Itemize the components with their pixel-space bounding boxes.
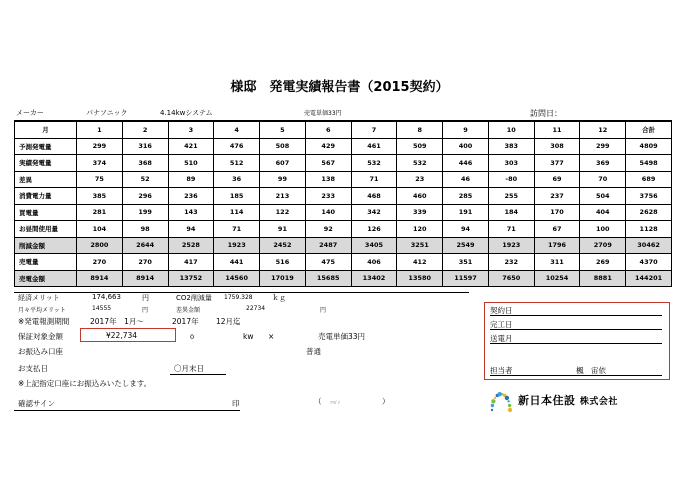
table-cell: 71 (214, 221, 260, 238)
guarantee-times: × (268, 332, 275, 341)
table-cell: 99 (260, 171, 306, 188)
logo-dot (505, 396, 509, 400)
table-cell: 67 (534, 221, 580, 238)
table-row (15, 254, 672, 271)
table-header-cell: 11 (534, 122, 580, 139)
table-cell: 2549 (443, 237, 489, 254)
logo-dot (491, 399, 495, 403)
row-label: 予測発電量 (15, 138, 77, 155)
company-name (518, 392, 618, 408)
co2-value: 1759.328 (224, 294, 253, 301)
table-cell: 13402 (351, 270, 397, 287)
monthly-merit-yen: 円 (142, 307, 149, 314)
table-cell: 369 (580, 155, 626, 172)
sign-paren-close: ） (382, 397, 390, 406)
transfer-note: ※上記指定口座にお振込みいたします。 (18, 379, 152, 388)
table-row (15, 171, 672, 188)
visit-date-label: 訪問日： (530, 109, 562, 118)
table-cell: 607 (260, 155, 306, 172)
table-cell: 339 (397, 204, 443, 221)
table-header-cell: 6 (305, 122, 351, 139)
table-cell: 296 (122, 188, 168, 205)
table-row (15, 155, 672, 172)
table-cell: 567 (305, 155, 351, 172)
logo-dot (508, 404, 511, 407)
account-type: 普通 (306, 347, 321, 356)
table-cell: 512 (214, 155, 260, 172)
table-cell: 11597 (443, 270, 489, 287)
table-cell: 385 (77, 188, 123, 205)
table-cell: 46 (443, 171, 489, 188)
table-cell: 92 (305, 221, 351, 238)
table-cell: 94 (168, 221, 214, 238)
table-cell: 2452 (260, 237, 306, 254)
table-row (15, 204, 672, 221)
logo-dot (491, 404, 494, 407)
row-label: 売電量 (15, 254, 77, 271)
table-cell: 236 (168, 188, 214, 205)
guarantee-kw: kw (243, 332, 254, 341)
table-cell: 1923 (214, 237, 260, 254)
table-cell: 14560 (214, 270, 260, 287)
payday-value: 〇月末日 (174, 364, 204, 373)
table-cell: 89 (168, 171, 214, 188)
company-suffix: 株式会社 (579, 397, 618, 407)
monthly-merit-label: 月々平均メリット (18, 307, 66, 314)
table-cell: 351 (443, 254, 489, 271)
table-cell: 3405 (351, 237, 397, 254)
payday-label: お支払日 (18, 364, 48, 373)
table-header-cell: 月 (15, 122, 77, 139)
table-cell: 114 (214, 204, 260, 221)
table-cell: 120 (397, 221, 443, 238)
table-cell: 233 (305, 188, 351, 205)
table-cell: 377 (534, 155, 580, 172)
table-cell: 70 (580, 171, 626, 188)
table-row (15, 221, 672, 238)
table-row (15, 138, 672, 155)
completion-date-line (490, 329, 662, 330)
table-header-cell: 5 (260, 122, 306, 139)
table-cell: 2800 (77, 237, 123, 254)
table-cell: 285 (443, 188, 489, 205)
contract-date-label: 契約日 (490, 306, 513, 315)
logo-dot (507, 400, 509, 402)
table-cell: 281 (77, 204, 123, 221)
table-cell: 184 (488, 204, 534, 221)
table-cell: 476 (214, 138, 260, 155)
payday-underline (170, 374, 226, 375)
table-cell: 468 (351, 188, 397, 205)
table-cell: 10254 (534, 270, 580, 287)
table-cell: 1128 (626, 221, 672, 238)
sign-furigana: ﾌﾘｶﾞﾅ (330, 400, 340, 405)
staff-name: 楓 宙依 (576, 366, 606, 375)
table-cell: 237 (534, 188, 580, 205)
table-cell: 5498 (626, 155, 672, 172)
table-cell: 504 (580, 188, 626, 205)
table-cell: -80 (488, 171, 534, 188)
table-cell: 170 (534, 204, 580, 221)
row-label: 差異 (15, 171, 77, 188)
table-cell: 71 (351, 171, 397, 188)
table-cell: 461 (351, 138, 397, 155)
table-cell: 199 (122, 204, 168, 221)
table-cell: 532 (397, 155, 443, 172)
table-cell: 94 (443, 221, 489, 238)
row-label: お昼間使用量 (15, 221, 77, 238)
table-cell: 510 (168, 155, 214, 172)
diff-yen: 円 (320, 307, 327, 314)
table-cell: 98 (122, 221, 168, 238)
table-cell: 36 (214, 171, 260, 188)
sell-price: 売電単価33円 (304, 110, 342, 117)
table-cell: 2709 (580, 237, 626, 254)
table-header-cell: 9 (443, 122, 489, 139)
diff-value: 22734 (246, 305, 266, 312)
table-cell: 100 (580, 221, 626, 238)
table-cell: 368 (122, 155, 168, 172)
table-cell: 144201 (626, 270, 672, 287)
table-header-cell: 7 (351, 122, 397, 139)
table-cell: 2628 (626, 204, 672, 221)
table-cell: 316 (122, 138, 168, 155)
table-cell: 308 (534, 138, 580, 155)
row-label: 実績発電量 (15, 155, 77, 172)
table-cell: 232 (488, 254, 534, 271)
merit-yen: 円 (142, 294, 149, 302)
guarantee-amount: ¥22,734 (106, 331, 138, 340)
guarantee-label: 保証対象金額 (18, 332, 63, 341)
table-cell: 299 (77, 138, 123, 155)
table-cell: 52 (122, 171, 168, 188)
account-label: お振込み口座 (18, 347, 63, 356)
table-cell: 91 (260, 221, 306, 238)
contract-date-line (490, 315, 662, 316)
period-label: ※発電報測期間 (18, 317, 70, 326)
maker-label: メーカー (16, 109, 44, 117)
table-cell: 446 (443, 155, 489, 172)
table-cell: 8914 (77, 270, 123, 287)
table-cell: 406 (351, 254, 397, 271)
table-cell: 4370 (626, 254, 672, 271)
merit-value: 174,663 (92, 293, 121, 301)
table-cell: 255 (488, 188, 534, 205)
table-cell: 104 (77, 221, 123, 238)
table-cell: 429 (305, 138, 351, 155)
row-label: 削減金額 (15, 237, 77, 254)
table-cell: 400 (443, 138, 489, 155)
table-header-cell: 4 (214, 122, 260, 139)
report-title: 様邸 発電実績報告書（2015契約） (230, 80, 449, 95)
table-cell: 3251 (397, 237, 443, 254)
table-cell: 2487 (305, 237, 351, 254)
table-cell: 516 (260, 254, 306, 271)
header-bar (14, 106, 672, 121)
results-table (14, 121, 672, 287)
period-to-month: 12月迄 (216, 317, 241, 326)
table-cell: 140 (305, 204, 351, 221)
table-cell: 475 (305, 254, 351, 271)
monthly-merit-value: 14555 (92, 305, 112, 312)
company-name-main: 新日本住設 (518, 394, 576, 407)
table-header-cell: 8 (397, 122, 443, 139)
logo-dot (494, 397, 496, 399)
table-header-cell: 12 (580, 122, 626, 139)
table-cell: 23 (397, 171, 443, 188)
maker-name: パナソニック (86, 109, 128, 117)
table-cell: 30462 (626, 237, 672, 254)
co2-label: CO2削減量 (176, 294, 212, 302)
row-label: 消費電力量 (15, 188, 77, 205)
seal-mark: 印 (232, 399, 240, 408)
table-cell: 122 (260, 204, 306, 221)
table-header-cell: 10 (488, 122, 534, 139)
table-cell: 383 (488, 138, 534, 155)
table-cell: 417 (168, 254, 214, 271)
co2-unit: ｋｇ (272, 294, 286, 302)
table-cell: 2528 (168, 237, 214, 254)
table-cell: 143 (168, 204, 214, 221)
staff-label: 担当者 (490, 366, 513, 375)
table-cell: 8914 (122, 270, 168, 287)
table-cell: 269 (580, 254, 626, 271)
table-cell: 191 (443, 204, 489, 221)
table-cell: 15685 (305, 270, 351, 287)
table-row (15, 188, 672, 205)
table-cell: 185 (214, 188, 260, 205)
table-cell: 75 (77, 171, 123, 188)
table-cell: 3756 (626, 188, 672, 205)
system-size: 4.14kwシステム (160, 109, 213, 117)
row-label: 買電量 (15, 204, 77, 221)
table-cell: 69 (534, 171, 580, 188)
sign-paren-open: （ (314, 397, 322, 406)
table-cell: 8881 (580, 270, 626, 287)
table-header-cell: 合計 (626, 122, 672, 139)
row-label: 売電金額 (15, 270, 77, 287)
sign-label: 確認サイン (18, 399, 55, 408)
table-header-cell: 2 (122, 122, 168, 139)
guarantee-price: 売電単価33円 (318, 332, 366, 341)
table-cell: 270 (77, 254, 123, 271)
transmission-month-label: 送電月 (490, 334, 513, 343)
table-cell: 303 (488, 155, 534, 172)
table-cell: 71 (488, 221, 534, 238)
table-cell: 7650 (488, 270, 534, 287)
period-from: 2017年 1月～ (90, 317, 144, 326)
table-cell: 2644 (122, 237, 168, 254)
table-cell: 4809 (626, 138, 672, 155)
table-cell: 689 (626, 171, 672, 188)
table-header-cell: 1 (77, 122, 123, 139)
transmission-month-line (490, 343, 662, 344)
table-cell: 509 (397, 138, 443, 155)
table-cell: 460 (397, 188, 443, 205)
table-cell: 13752 (168, 270, 214, 287)
period-to: 2017年 (172, 317, 199, 326)
staff-line (490, 375, 662, 376)
table-cell: 213 (260, 188, 306, 205)
table-cell: 374 (77, 155, 123, 172)
table-row (15, 270, 672, 287)
table-cell: 441 (214, 254, 260, 271)
completion-date-label: 完工日 (490, 320, 513, 329)
sign-underline (14, 410, 240, 411)
summary-separator (14, 292, 469, 293)
table-cell: 299 (580, 138, 626, 155)
table-cell: 532 (351, 155, 397, 172)
table-cell: 270 (122, 254, 168, 271)
table-cell: 342 (351, 204, 397, 221)
table-cell: 126 (351, 221, 397, 238)
table-header-cell: 3 (168, 122, 214, 139)
table-cell: 1796 (534, 237, 580, 254)
logo-dot (508, 408, 512, 412)
guarantee-zero: 0 (190, 333, 195, 341)
table-cell: 17019 (260, 270, 306, 287)
merit-label: 経済メリット (18, 294, 60, 302)
table-row (15, 237, 672, 254)
table-cell: 421 (168, 138, 214, 155)
diff-label: 差異金額 (176, 307, 201, 314)
company-logo-icon (487, 388, 515, 414)
table-cell: 311 (534, 254, 580, 271)
table-cell: 138 (305, 171, 351, 188)
table-cell: 412 (397, 254, 443, 271)
table-cell: 1923 (488, 237, 534, 254)
table-cell: 404 (580, 204, 626, 221)
table-cell: 13580 (397, 270, 443, 287)
table-cell: 508 (260, 138, 306, 155)
logo-dot (491, 409, 493, 411)
table-header-row (15, 122, 672, 139)
